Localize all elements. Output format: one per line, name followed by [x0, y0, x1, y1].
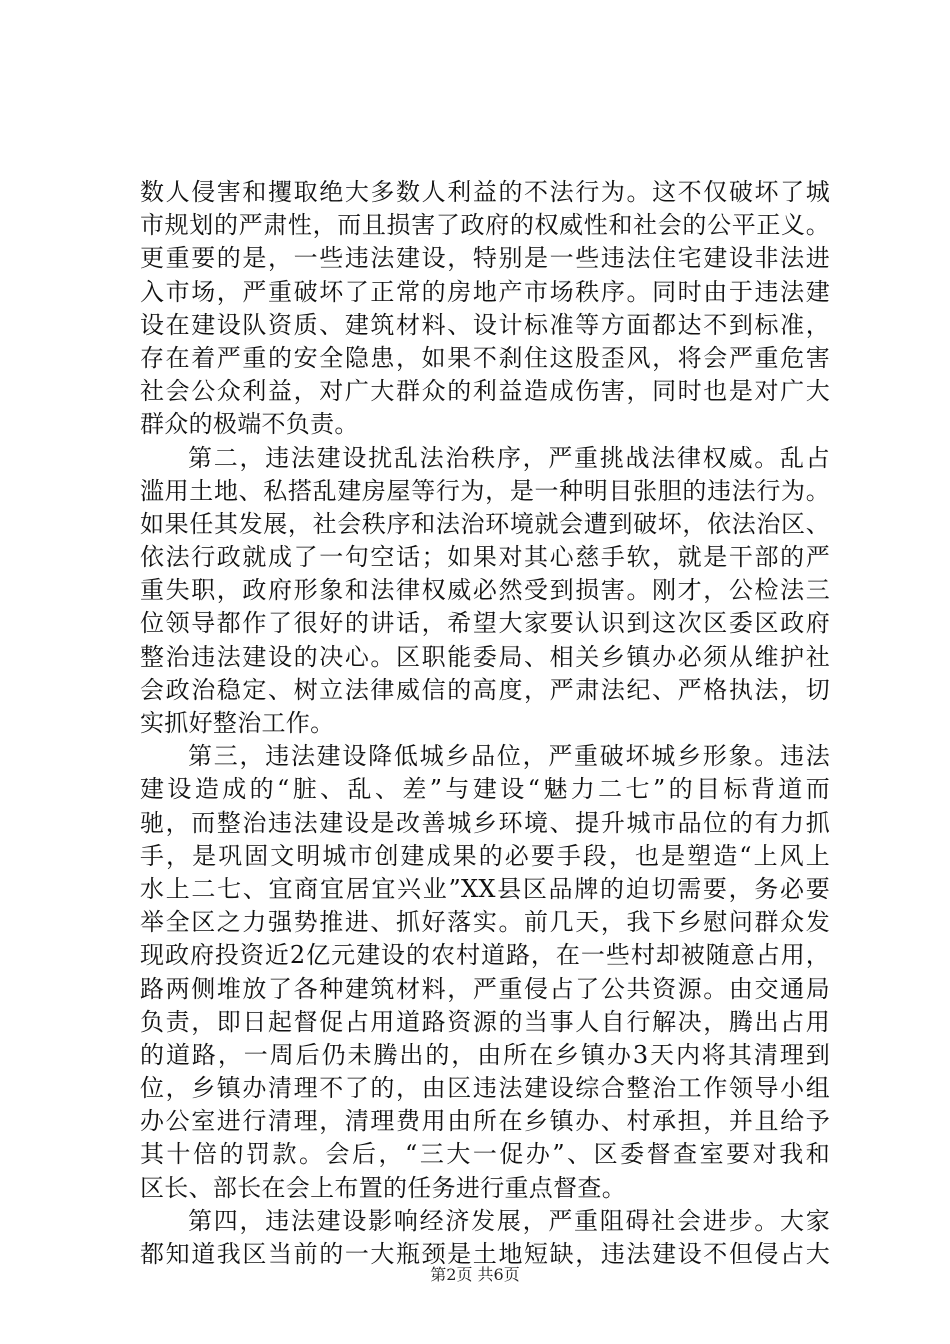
text-line: 如果任其发展，社会秩序和法治环境就会遭到破坏，依法治区、	[140, 509, 830, 538]
text-line: 现政府投资近2亿元建设的农村道路，在一些村却被随意占用，	[140, 941, 830, 970]
paragraph-start-line: 第二，违法建设扰乱法治秩序，严重挑战法律权威。乱占	[188, 443, 830, 472]
text-line: 办公室进行清理，清理费用由所在乡镇办、村承担，并且给予	[140, 1107, 830, 1136]
text-line: 实抓好整治工作。	[140, 709, 335, 737]
text-line: 设在建设队资质、建筑材料、设计标准等方面都达不到标准，	[140, 310, 830, 339]
text-line: 举全区之力强势推进、抓好落实。前几天，我下乡慰问群众发	[140, 908, 830, 937]
document-body	[140, 176, 830, 1271]
text-line: 滥用土地、私搭乱建房屋等行为，是一种明目张胆的违法行为。	[140, 476, 830, 505]
text-line: 水上二七、宜商宜居宜兴业”XX县区品牌的迫切需要，务必要	[140, 874, 830, 903]
page-number-footer: 第2页 共6页	[430, 1265, 520, 1284]
text-line: 位，乡镇办清理不了的，由区违法建设综合整治工作领导小组	[140, 1074, 830, 1103]
text-line: 驰，而整治违法建设是改善城乡环境、提升城市品位的有力抓	[140, 808, 830, 837]
text-line: 位领导都作了很好的讲话，希望大家要认识到这次区委区政府	[140, 609, 830, 638]
text-line: 的道路，一周后仍未腾出的，由所在乡镇办3天内将其清理到	[140, 1040, 830, 1069]
text-line: 负责，即日起督促占用道路资源的当事人自行解决，腾出占用	[140, 1007, 830, 1036]
text-line: 入市场，严重破坏了正常的房地产市场秩序。同时由于违法建	[140, 277, 830, 306]
text-line: 其十倍的罚款。会后，“三大一促办”、区委督查室要对我和	[140, 1140, 830, 1169]
text-line: 存在着严重的安全隐患，如果不刹住这股歪风，将会严重危害	[140, 343, 830, 372]
text-line: 社会公众利益，对广大群众的利益造成伤害，同时也是对广大	[140, 377, 830, 406]
text-line: 会政治稳定、树立法律威信的高度，严肃法纪、严格执法，切	[140, 675, 830, 704]
text-line: 手，是巩固文明城市创建成果的必要手段，也是塑造“上风上	[140, 841, 830, 870]
text-line: 数人侵害和攫取绝大多数人利益的不法行为。这不仅破坏了城	[140, 178, 830, 206]
text-line: 更重要的是，一些违法建设，特别是一些违法住宅建设非法进	[140, 244, 830, 273]
text-line: 依法行政就成了一句空话；如果对其心慈手软，就是干部的严	[140, 543, 830, 572]
text-line: 市规划的严肃性，而且损害了政府的权威性和社会的公平正义。	[140, 211, 830, 240]
text-line: 整治违法建设的决心。区职能委局、相关乡镇办必须从维护社	[140, 642, 830, 671]
text-line: 区长、部长在会上布置的任务进行重点督查。	[140, 1173, 626, 1202]
text-line: 路两侧堆放了各种建筑材料，严重侵占了公共资源。由交通局	[140, 974, 830, 1003]
paragraph-start-line: 第三，违法建设降低城乡品位，严重破坏城乡形象。违法	[188, 742, 830, 771]
text-line: 重失职，政府形象和法律权威必然受到损害。刚才，公检法三	[140, 576, 830, 605]
text-line: 建设造成的“脏、乱、差”与建设“魅力二七”的目标背道而	[140, 775, 830, 804]
text-line: 都知道我区当前的一大瓶颈是土地短缺，违法建设不但侵占大	[140, 1240, 830, 1268]
paragraph-start-line: 第四，违法建设影响经济发展，严重阻碍社会进步。大家	[188, 1206, 830, 1235]
text-line: 群众的极端不负责。	[140, 410, 359, 439]
